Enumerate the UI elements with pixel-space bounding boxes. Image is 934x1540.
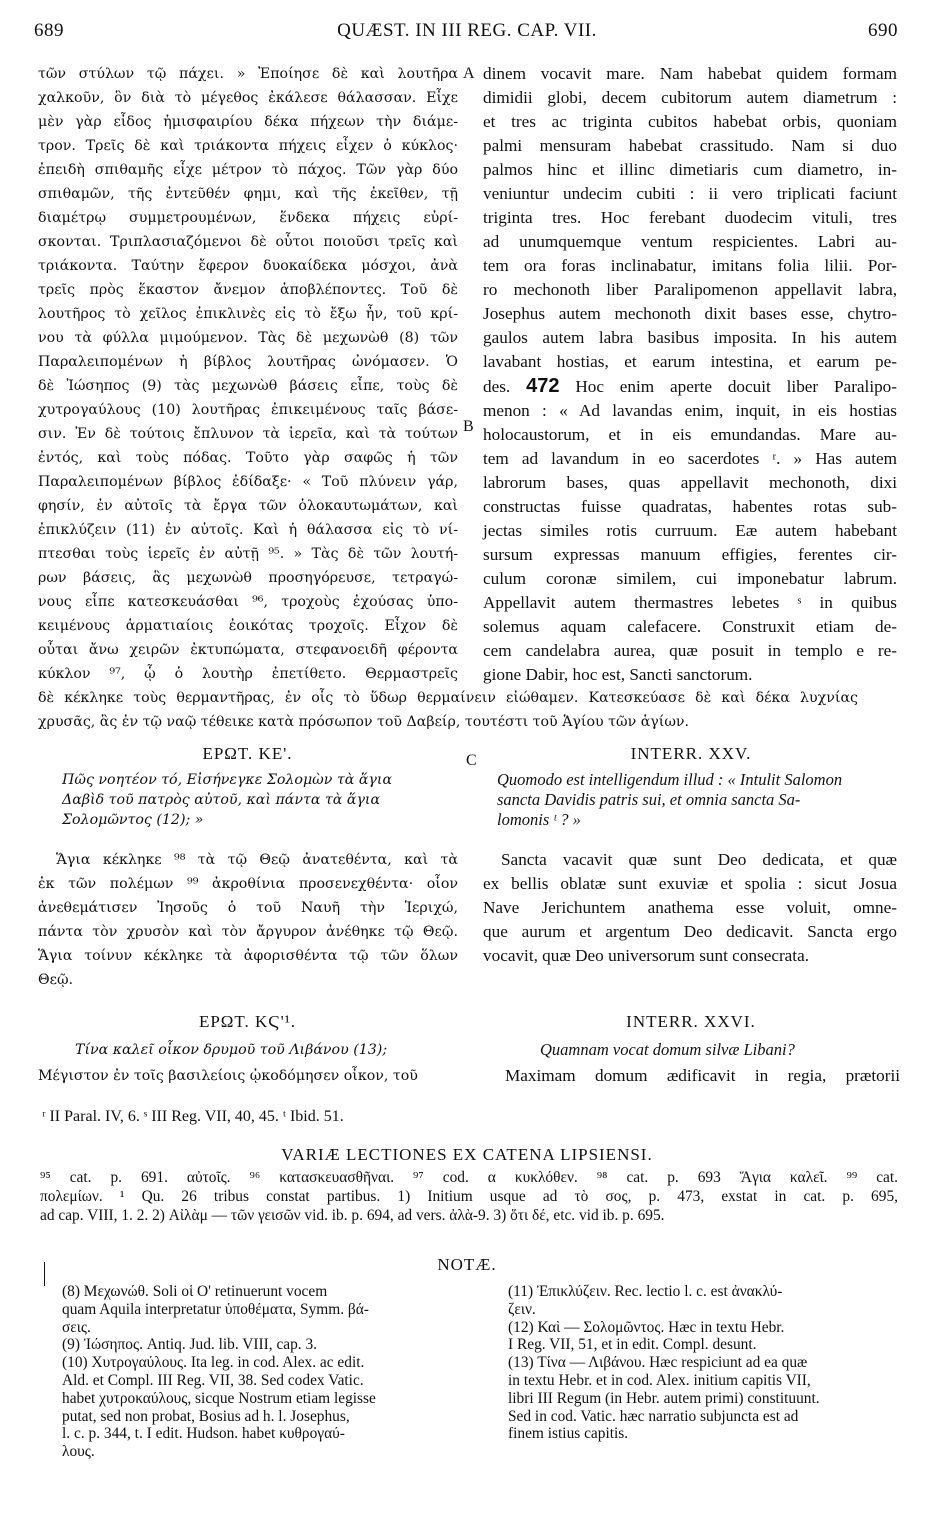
notes-right-column <box>508 1283 908 1443</box>
greek-text-line: φησίν, ἐν αὐτοῖς τὰ ἔργα τῶν ὁλοκαυτωμάτων, καὶ <box>38 498 458 514</box>
greek-text-line: σπιθαμῶν, τῆς ἐντεῦθέν φημι, καὶ τῆς ἐκεῖθεν, τῇ <box>38 186 458 202</box>
variae-lectiones-body <box>40 1168 898 1225</box>
notae-title: NOTÆ. <box>437 1255 497 1274</box>
greek-text-line: νους εἶπε κατεσκευάσθαι ⁹⁶, τροχοὺς ἐχούσας ὑπο- <box>38 594 458 610</box>
latin-text-line: veniuntur undecim cubiti : ii vero triplicati faciunt <box>483 184 897 203</box>
note-left-line: (8) Μεχωνώθ. Soli οἱ O' retinuerunt vocem <box>62 1283 328 1300</box>
latin-text-line: lavabant hostias, et earum intestina, et earum pe- <box>483 352 897 371</box>
greek-text-line: μὲν γὰρ εἶδος ἡμισφαιρίου δέκα πήχεων τὴν διάμε- <box>38 114 458 130</box>
greek-text-line: τρεῖς πρὸς ἕκαστον ἄνεμον ἀποβλέποντες. Τοῦ δὲ <box>38 282 458 298</box>
latin-question-25-line: lomonis ᵗ ? » <box>497 810 581 829</box>
latin-text-line: palmos hinc et illinc dimetiaris cum diametro, in- <box>483 160 897 179</box>
variae-lectiones-line: ⁹⁵ cat. p. 691. αὐτοῖς. ⁹⁶ κατασκευασθῆναι. ⁹⁷ cod. α κυκλόθεν. ⁹⁸ cat. p. 693 Ἅγια καλεῖ. ⁹⁹ cat. <box>40 1169 898 1186</box>
greek-answer-25-line: Θεῷ. <box>38 972 74 988</box>
greek-text-line: ἐντός, καὶ τοὺς πόδας. Τοῦτο γὰρ σαφῶς ἡ τῶν <box>38 450 458 466</box>
greek-question-25 <box>62 770 462 830</box>
greek-full-width <box>38 686 858 734</box>
greek-text-line: τρον. Τρεῖς δὲ καὶ τριάκοντα πήχεις εἶχεν ὁ κύκλος· <box>38 138 458 154</box>
latin-question-25 <box>497 770 897 830</box>
greek-text-line: Παραλειπομένων βίβλος ἐδίδαξε· « Τοῦ πλύνειν γάρ, <box>38 474 458 490</box>
latin-question-25-line: Quomodo est intelligendum illud : « Intulit Salomon <box>497 770 843 789</box>
greek-answer-25-line: ἐκ τῶν πολέμων ⁹⁹ ἀκροθίνια προσενεχθέντα· οἷον <box>38 876 458 892</box>
note-right-line: libri III Regum (in Hebr. autem primi) constituunt. <box>508 1389 820 1407</box>
note-left-line: σεις. <box>62 1318 91 1336</box>
greek-text-line: πτεσθαι τοὺς ἱερεῖς ἐν αὐτῇ ⁹⁵. » Τὰς δὲ τῶν λουτή- <box>38 546 458 562</box>
note-left-line: (9) Ἰώσηπος. Antiq. Jud. lib. VIII, cap. 3. <box>62 1336 318 1354</box>
latin-text-line: sursum expressas manuum effigies, ferentes cir- <box>483 545 897 564</box>
latin-answer-25-line: que aurum et argentum Deo dedicavit. Sancta ergo <box>483 922 897 941</box>
greek-text-line: Παραλειπομένων ἡ βίβλος λουτῆρας ὠνόμασεν. Ὁ <box>38 354 458 370</box>
greek-text-line: ἐπειδὴ σπιθαμῆς εἶχε μέτρον τὸ πάχος. Τῶν γὰρ δύο <box>38 162 458 178</box>
latin-text-line: holocaustorum, et in eis emundandas. Mare au- <box>483 425 897 444</box>
latin-question-25-line: sancta Davidis patris sui, et omnia sancta Sa- <box>497 790 801 809</box>
greek-text-line: χυτρογαύλους (10) λουτῆρας ἐπικειμένους ταῖς βάσε- <box>38 402 458 418</box>
latin-answer-25-line: vocavit, quæ Deo universorum sunt consecrata. <box>483 946 810 965</box>
greek-text-line: ρων βάσεις, ἃς μεχωνὼθ προσηγόρευσε, τετραγώ- <box>38 570 458 586</box>
greek-question-26: Τίνα καλεῖ οἶκον δρυμοῦ τοῦ Λιβάνου (13); <box>75 1042 388 1058</box>
variae-lectiones-line: πολεμίων. ¹ Qu. 26 tribus constat partibus. 1) Initium usque ad τὸ σος, p. 473, exstat in cat. p. 695, <box>40 1188 898 1205</box>
greek-text-line: τριάκοντα. Ταύτην ἔφερον δυοκαίδεκα μόσχοι, ἀνὰ <box>38 258 458 274</box>
latin-answer-25 <box>483 848 897 968</box>
latin-text-fragment: des. <box>483 377 511 396</box>
running-title: QUÆST. IN III REG. CAP. VII. <box>337 20 597 41</box>
note-left-line: λους. <box>62 1443 95 1461</box>
latin-text-line: gione Dabir, hoc est, Sancti sanctorum. <box>483 665 753 684</box>
greek-question-25-line: Δαβὶδ τοῦ πατρὸς αὐτοῦ, καὶ πάντα τὰ ἅγια <box>62 792 381 808</box>
footnote-references: ʳ II Paral. IV, 6. ˢ III Reg. VII, 40, 45. ᵗ Ibid. 51. <box>42 1108 344 1125</box>
latin-text-line: et tres ac triginta cubitos habebat orbis, quoniam <box>483 112 897 131</box>
greek-full-text-line: δὲ κέκληκε τοὺς θερμαντῆρας, ἐν οἷς τὸ ὕδωρ θερμαίνειν εἰώθαμεν. Κατεσκεύασε δὲ καὶ δέκα λυχνίας <box>38 690 858 706</box>
greek-text-line: διαμέτρῳ συμμετρουμένων, ἕνδεκα πήχεις εὑρί- <box>38 210 458 226</box>
greek-answer-25 <box>38 848 458 992</box>
greek-question-title-26: ΕΡΩΤ. ΚϚ'¹. <box>198 1012 297 1031</box>
latin-text-line: culum coronæ similem, cui imponebatur labrum. <box>483 569 897 588</box>
note-right-line: (13) Τίνα — Λιβάνου. Hæc respiciunt ad ea quæ <box>508 1354 808 1372</box>
latin-text-line: Josephus autem mechonoth dixit bases esse, chytro- <box>483 304 897 323</box>
latin-text-line: labrorum bases, quas appellavit mechonoth, dixi <box>483 473 897 492</box>
latin-question-title-25: INTERR. XXV. <box>630 744 752 763</box>
greek-text-line: νου τὰ φύλλα μιμούμενον. Τὰς δὲ μεχωνὼθ (8) τῶν <box>38 330 458 346</box>
greek-answer-25-line: Ἅγια κέκληκε ⁹⁸ τὰ τῷ Θεῷ ἀνατεθέντα, καὶ τὰ <box>56 852 458 868</box>
latin-text-line: menon : « Ad lavandas enim, inquit, in eis hostias <box>483 401 897 420</box>
page-reference-number: 472 <box>526 375 560 397</box>
column-marker-b: B <box>463 418 474 435</box>
latin-text-line: triginta tres. Hoc ferebant duodecim vituli, tres <box>483 208 897 227</box>
note-right-line: ζειν. <box>508 1300 536 1318</box>
note-left-line: l. c. p. 344, t. I edit. Hudson. habet κυθρογαύ- <box>62 1425 345 1443</box>
note-right-line: in textu Hebr. et in cod. Alex. initium capitis VII, <box>508 1371 811 1389</box>
column-marker-c: C <box>466 752 477 769</box>
greek-text-line: λουτῆρος τὸ χεῖλος ἐπικλινὲς εἰς τὸ ἔξω ἦν, τοῦ κρί- <box>38 306 458 322</box>
greek-answer-25-line: Ἅγια τοίνυν κέκληκε τὰ ἀφορισθέντα τῷ τῶν ὅλων <box>38 948 458 964</box>
greek-text-line: δὲ Ἰώσηπος (9) τὰς μεχωνὼθ βάσεις εἶπε, τοὺς δὲ <box>38 378 458 394</box>
greek-text-line: κύκλον ⁹⁷, ᾧ ὁ λουτὴρ ἐπετίθετο. Θερμαστρεῖς <box>38 666 458 682</box>
greek-question-title-25: ΕΡΩΤ. ΚΕ'. <box>202 744 293 763</box>
latin-answer-25-line: Sancta vacavit quæ sunt Deo dedicata, et quæ <box>501 850 897 869</box>
greek-text-line: ἐπικλύζειν (11) ἐν αὐτοῖς. Καὶ ἡ θάλασσα εἰς τὸ νί- <box>38 522 458 538</box>
latin-text-line: jectas similes rotis curruum. Eæ autem habebant <box>483 521 897 540</box>
greek-answer-25-line: ἀνεθεμάτισεν Ἰησοῦς ὁ τοῦ Ναυῆ τὴν Ἱεριχώ, <box>38 900 458 916</box>
latin-text-line: tem ora foras inclinabatur, imitans folia lilii. Por- <box>483 256 897 275</box>
greek-column-top <box>38 62 458 686</box>
greek-text-line: κειμένους ἁρματιαίοις ἐοικότας τροχοῖς. Εἶχον δὲ <box>38 618 458 634</box>
greek-text-line: οὗται ἄνω χειρῶν ἐκτυπώματα, στεφανοειδῆ φέροντα <box>38 642 458 658</box>
note-left-line: putat, sed non probat, Bosius ad h. l. Josephus, <box>62 1407 350 1425</box>
latin-text-line: dinem vocavit mare. Nam habebat quidem formam <box>483 64 897 83</box>
latin-text-line: tem ad lavandum in eo sacerdotes ʳ. » Has autem <box>483 449 897 468</box>
note-right-line: (11) Ἐπικλύζειν. Rec. lectio l. c. est ἀνακλύ- <box>508 1283 783 1300</box>
greek-answer-25-line: πάντα τὸν χρυσὸν καὶ τὸν ἄργυρον ἀνέθηκε τῷ Θεῷ. <box>38 924 458 940</box>
note-left-line: habet χυτροκαύλους, sicque Nostrum etiam legisse <box>62 1389 376 1407</box>
latin-text-line: constructas fuisse quadratas, habentes rotas sub- <box>483 497 897 516</box>
greek-text-line: σκονται. Τριπλασιαζόμενοι δὲ οὗτοι ποιοῦσι τρεῖς καὶ <box>38 234 458 250</box>
latin-text-line: ad unumquemque ventum respicientes. Labri au- <box>483 232 897 251</box>
greek-full-text-line: χρυσᾶς, ἃς ἐν τῷ ναῷ τέθεικε κατὰ πρόσωπον τοῦ Δαβείρ, τουτέστι τοῦ Ἁγίου τῶν ἁγίων. <box>38 714 690 730</box>
greek-text-line: τῶν στύλων τῷ πάχει. » Ἐποίησε δὲ καὶ λουτῆρα <box>38 66 458 82</box>
latin-text-line: ro mechonoth liber Paralipomenon appellavit labra, <box>483 280 897 299</box>
note-right-line: finem istius capitis. <box>508 1425 629 1443</box>
latin-text-fragment: Hoc enim aperte docuit liber Paralipo- <box>575 377 898 396</box>
greek-question-25-line: Πῶς νοητέον τό, Εἰσήνεγκε Σολομὼν τὰ ἅγια <box>62 772 393 788</box>
variae-lectiones-title: VARIÆ LECTIONES EX CATENA LIPSIENSI. <box>281 1145 653 1164</box>
page-number-right: 690 <box>868 20 898 41</box>
notes-left-column <box>62 1283 482 1461</box>
latin-answer-25-line: ex bellis oblatæ sunt exuviæ et spolia : sicut Josua <box>483 874 897 893</box>
note-left-line: quam Aquila interpretatur ὑποθέματα, Symm. βά- <box>62 1300 369 1318</box>
latin-text-line: Appellavit autem thermastres lebetes ˢ in quibus <box>483 593 897 612</box>
column-marker-a: A <box>463 65 475 82</box>
latin-column-top <box>483 62 897 687</box>
latin-text-line: palmi mensuram habebat crassitudo. Nam si duo <box>483 136 897 155</box>
note-right-line: I Reg. VII, 51, et in edit. Compl. desunt. <box>508 1336 757 1354</box>
note-right-line: Sed in cod. Vatic. hæc narratio subjuncta est ad <box>508 1407 799 1425</box>
latin-text-line: cem candelabra aurea, quæ posuit in templo e re- <box>483 641 897 660</box>
latin-question-26: Quamnam vocat domum silvæ Libani? <box>540 1040 795 1059</box>
latin-text-line: gaulos autem labra basibus imposita. In his autem <box>483 328 897 347</box>
note-right-line: (12) Καὶ — Σολομῶντος. Hæc in textu Hebr. <box>508 1318 785 1336</box>
greek-question-25-line: Σολομῶντος (12); » <box>62 812 204 828</box>
latin-text-line: solemus aquam calefacere. Construxit etiam de- <box>483 617 897 636</box>
greek-answer-26 <box>38 1064 458 1088</box>
latin-text-line <box>483 374 897 399</box>
variae-lectiones-line: ad cap. VIII, 1. 2. 2) Αἰλὰμ — τῶν γεισῶν vid. ib. p. 694, ad vers. ἀλὰ-9. 3) ὅτι δέ, etc. vid ib. p. 695. <box>40 1207 665 1224</box>
latin-text-line: dimidii globi, decem cubitorum autem diametrum : <box>483 88 897 107</box>
greek-text-line: σιν. Ἐν δὲ τούτοις ἔπλυνον τὰ ἱερεῖα, καὶ τὰ τούτων <box>38 426 458 442</box>
latin-answer-26 <box>505 1064 900 1088</box>
latin-question-title-26: INTERR. XXVI. <box>626 1012 756 1031</box>
greek-answer-26-line: Μέγιστον ἐν τοῖς βασιλείοις ᾠκοδόμησεν οἶκον, τοῦ <box>38 1068 418 1084</box>
note-left-line: Ald. et Compl. III Reg. VII, 38. Sed codex Vatic. <box>62 1371 364 1389</box>
note-left-line: (10) Χυτρογαύλους. Ita leg. in cod. Alex. ac edit. <box>62 1354 365 1372</box>
page-number-left: 689 <box>34 20 64 41</box>
latin-answer-26-line: Maximam domum ædificavit in regia, prætorii <box>505 1066 900 1085</box>
greek-text-line: χαλκοῦν, ὃν διὰ τὸ μέγεθος ἐκάλεσε θάλασσαν. Εἶχε <box>38 90 458 106</box>
latin-answer-25-line: Nave Jerichuntem anathema esse voluit, omne- <box>483 898 897 917</box>
